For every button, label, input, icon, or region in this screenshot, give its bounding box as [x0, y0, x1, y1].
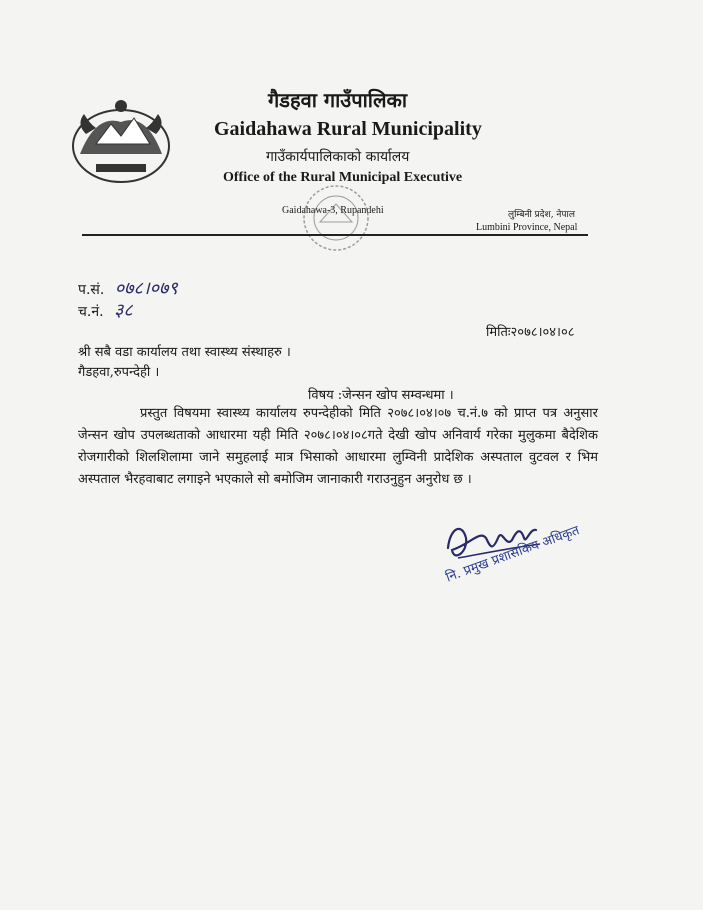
cn-value: ३८	[114, 300, 133, 321]
municipality-emblem-icon	[66, 94, 176, 186]
letterhead-divider	[82, 234, 588, 236]
signatory-title: नि. प्रमुख प्रशासकिय अधिकृत	[443, 523, 582, 586]
ps-value: ०७८।०७९	[114, 278, 178, 299]
address-left: Gaidahawa-3, Rupandehi	[282, 205, 384, 216]
office-name-np: गाउँकार्यपालिकाको कार्यालय	[266, 149, 410, 165]
municipality-name-en: Gaidahawa Rural Municipality	[214, 118, 482, 140]
address-right-en: Lumbini Province, Nepal	[476, 222, 578, 233]
cn-label: च.नं.	[78, 304, 104, 320]
recipient-line-2: गैडहवा,रुपन्देही ।	[78, 365, 160, 380]
address-right-np: लुम्बिनी प्रदेश, नेपाल	[508, 210, 575, 220]
municipality-name-np: गैडहवा गाउँपालिका	[268, 88, 408, 112]
ps-label: प.सं.	[78, 282, 105, 298]
reference-ps	[78, 276, 178, 300]
letter-subject: विषय :जेन्सन खोप सम्वन्धमा ।	[308, 388, 454, 403]
recipient-line-1: श्री सबै वडा कार्यालय तथा स्वास्थ्य संस्थाहरु ।	[78, 345, 291, 360]
letter-body	[78, 403, 598, 491]
letter-date: मितिः२०७८।०४।०८	[486, 325, 575, 340]
reference-cn	[78, 298, 133, 322]
office-stamp-icon	[300, 182, 372, 254]
office-name-en: Office of the Rural Municipal Executive	[223, 170, 463, 185]
body-paragraph: प्रस्तुत विषयमा स्वास्थ्य कार्यालय रुपन्देहीको मिति २०७८।०४।०७ च.नं.७ को प्राप्त पत्र अनुसार जेन्सन खोप उपलब्धताको आधारमा यही मिति २०७८।०४।०८गते देखी खोप अनिवार्य गरेका मुलुकमा बैदेशिक रोजगारीको शिलशिलामा जाने समुहलाई मात्र भिसाको आधारमा लुम्विनी प्रादेशिक अस्पताल वुटवल र भिम अस्पताल भैरहवाबाट लगाइने भएकाले सो बमोजिम जानाकारी गराउनुहुन अनुरोध छ ।	[78, 406, 598, 487]
